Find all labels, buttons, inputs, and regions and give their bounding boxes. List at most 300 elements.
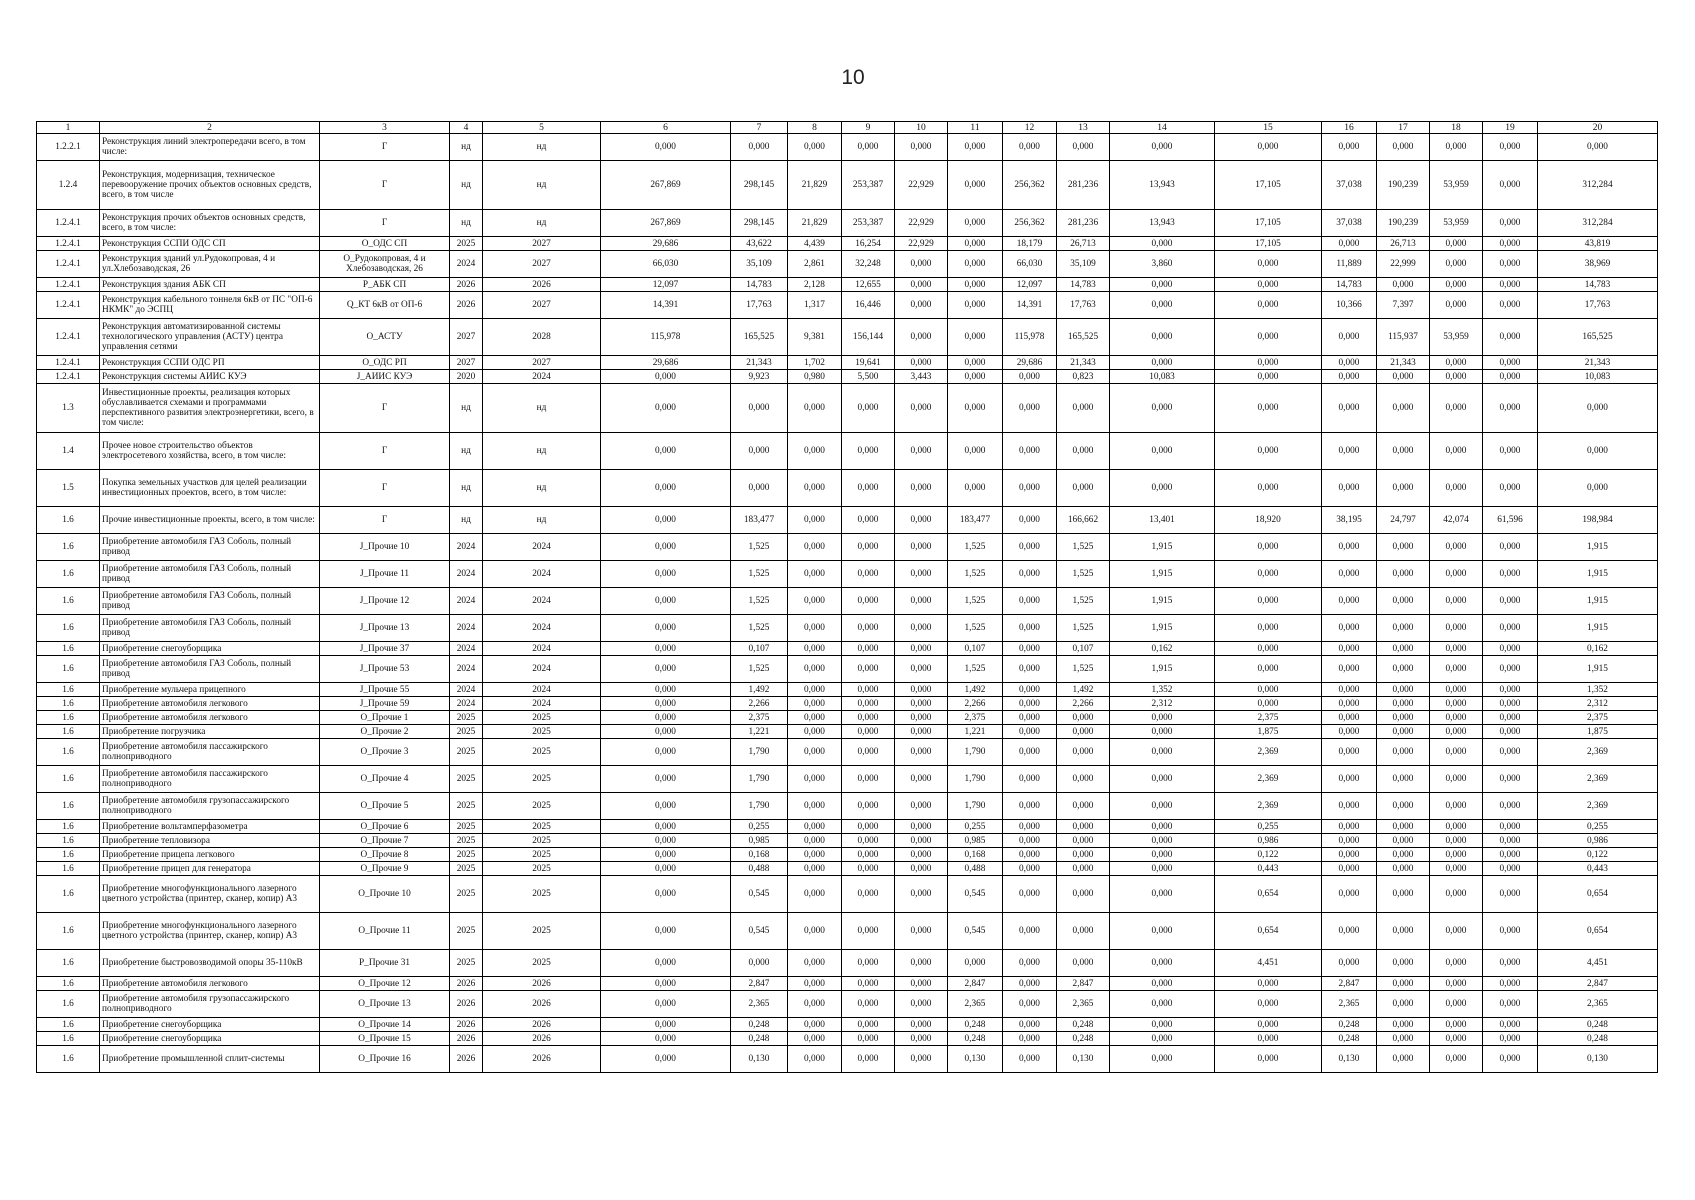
value-cell-col-9: 0,000 [842, 683, 895, 697]
page-number: 10 [841, 66, 865, 89]
value-cell-col-19: 0,000 [1483, 656, 1538, 683]
value-cell-col-14: 1,915 [1110, 534, 1215, 561]
value-cell-col-16: 0,000 [1322, 384, 1377, 433]
value-cell-col-18: 0,000 [1430, 950, 1483, 977]
value-cell-col-17: 190,239 [1377, 210, 1430, 237]
value-cell-col-8: 0,000 [788, 711, 842, 725]
start-year-cell: 2024 [450, 697, 483, 711]
value-cell-col-10: 0,000 [895, 278, 948, 292]
column-header-10: 10 [895, 122, 948, 134]
value-cell-col-7: 0,000 [731, 950, 788, 977]
value-cell-col-6: 0,000 [601, 561, 731, 588]
value-cell-col-20: 0,130 [1538, 1046, 1658, 1073]
row-name-cell: Прочее новое строительство объектов электросетевого хозяйства, всего, в том числе: [100, 433, 320, 470]
value-cell-col-9: 0,000 [842, 534, 895, 561]
value-cell-col-15: 0,000 [1215, 615, 1322, 642]
row-code-cell: 1.2.2.1 [37, 134, 100, 161]
column-header-7: 7 [731, 122, 788, 134]
value-cell-col-8: 2,861 [788, 251, 842, 278]
column-header-19: 19 [1483, 122, 1538, 134]
value-cell-col-15: 17,105 [1215, 161, 1322, 210]
table-row [37, 384, 1658, 433]
value-cell-col-8: 1,702 [788, 356, 842, 370]
value-cell-col-18: 0,000 [1430, 292, 1483, 319]
value-cell-col-6: 267,869 [601, 210, 731, 237]
value-cell-col-12: 12,097 [1003, 278, 1057, 292]
value-cell-col-18: 0,000 [1430, 977, 1483, 991]
project-id-cell: О_ОДС СП [320, 237, 450, 251]
value-cell-col-19: 0,000 [1483, 210, 1538, 237]
value-cell-col-19: 0,000 [1483, 991, 1538, 1018]
end-year-cell: 2028 [483, 319, 601, 356]
value-cell-col-18: 0,000 [1430, 470, 1483, 507]
row-name-cell: Приобретение автомобиля пассажирского полноприводного [100, 766, 320, 793]
value-cell-col-7: 0,168 [731, 848, 788, 862]
project-id-cell: J_АИИС КУЭ [320, 370, 450, 384]
start-year-cell: 2026 [450, 1046, 483, 1073]
end-year-cell: 2025 [483, 913, 601, 950]
value-cell-col-14: 0,000 [1110, 1032, 1215, 1046]
value-cell-col-8: 0,000 [788, 561, 842, 588]
value-cell-col-9: 0,000 [842, 711, 895, 725]
value-cell-col-14: 1,352 [1110, 683, 1215, 697]
value-cell-col-12: 0,000 [1003, 507, 1057, 534]
value-cell-col-19: 0,000 [1483, 862, 1538, 876]
value-cell-col-18: 0,000 [1430, 134, 1483, 161]
end-year-cell: 2025 [483, 862, 601, 876]
table-row [37, 834, 1658, 848]
value-cell-col-20: 2,369 [1538, 793, 1658, 820]
value-cell-col-13: 1,492 [1057, 683, 1110, 697]
value-cell-col-19: 0,000 [1483, 237, 1538, 251]
row-code-cell: 1.2.4.1 [37, 292, 100, 319]
value-cell-col-15: 0,000 [1215, 370, 1322, 384]
value-cell-col-15: 0,000 [1215, 588, 1322, 615]
value-cell-col-19: 0,000 [1483, 161, 1538, 210]
value-cell-col-17: 115,937 [1377, 319, 1430, 356]
value-cell-col-6: 0,000 [601, 711, 731, 725]
value-cell-col-10: 0,000 [895, 356, 948, 370]
table-row [37, 588, 1658, 615]
table-row [37, 683, 1658, 697]
row-name-cell: Приобретение многофункционального лазерного цветного устройства (принтер, сканер, копир) А3 [100, 913, 320, 950]
project-id-cell: О_Прочие 9 [320, 862, 450, 876]
project-id-cell: J_Прочие 53 [320, 656, 450, 683]
value-cell-col-8: 0,000 [788, 977, 842, 991]
end-year-cell: 2026 [483, 991, 601, 1018]
end-year-cell: нд [483, 210, 601, 237]
start-year-cell: 2025 [450, 793, 483, 820]
value-cell-col-12: 0,000 [1003, 725, 1057, 739]
table-row [37, 848, 1658, 862]
table-row [37, 697, 1658, 711]
value-cell-col-9: 0,000 [842, 725, 895, 739]
table-body [37, 134, 1658, 1073]
value-cell-col-16: 0,000 [1322, 820, 1377, 834]
value-cell-col-15: 0,000 [1215, 534, 1322, 561]
value-cell-col-16: 0,000 [1322, 237, 1377, 251]
project-id-cell: О_Прочие 6 [320, 820, 450, 834]
value-cell-col-14: 0,000 [1110, 711, 1215, 725]
end-year-cell: 2024 [483, 642, 601, 656]
project-id-cell: J_Прочие 59 [320, 697, 450, 711]
value-cell-col-20: 0,654 [1538, 913, 1658, 950]
project-id-cell: О_Прочие 14 [320, 1018, 450, 1032]
value-cell-col-18: 0,000 [1430, 991, 1483, 1018]
start-year-cell: 2024 [450, 588, 483, 615]
start-year-cell: 2020 [450, 370, 483, 384]
value-cell-col-12: 0,000 [1003, 766, 1057, 793]
value-cell-col-17: 22,999 [1377, 251, 1430, 278]
row-code-cell: 1.5 [37, 470, 100, 507]
value-cell-col-17: 0,000 [1377, 470, 1430, 507]
value-cell-col-13: 0,000 [1057, 711, 1110, 725]
value-cell-col-8: 0,000 [788, 862, 842, 876]
value-cell-col-11: 1,525 [948, 534, 1003, 561]
value-cell-col-7: 1,525 [731, 561, 788, 588]
row-code-cell: 1.6 [37, 642, 100, 656]
value-cell-col-7: 0,000 [731, 384, 788, 433]
end-year-cell: 2025 [483, 876, 601, 913]
project-id-cell: О_Прочие 4 [320, 766, 450, 793]
value-cell-col-19: 0,000 [1483, 319, 1538, 356]
value-cell-col-13: 35,109 [1057, 251, 1110, 278]
value-cell-col-7: 0,488 [731, 862, 788, 876]
value-cell-col-15: 0,000 [1215, 1032, 1322, 1046]
row-code-cell: 1.6 [37, 588, 100, 615]
row-name-cell: Приобретение тепловизора [100, 834, 320, 848]
investment-table-container [36, 121, 1658, 1073]
table-row [37, 210, 1658, 237]
value-cell-col-20: 312,284 [1538, 210, 1658, 237]
value-cell-col-10: 0,000 [895, 1032, 948, 1046]
value-cell-col-11: 0,130 [948, 1046, 1003, 1073]
value-cell-col-18: 0,000 [1430, 615, 1483, 642]
start-year-cell: 2025 [450, 820, 483, 834]
row-code-cell: 1.2.4.1 [37, 237, 100, 251]
end-year-cell: нд [483, 470, 601, 507]
project-id-cell: О_Прочие 11 [320, 913, 450, 950]
value-cell-col-7: 0,248 [731, 1032, 788, 1046]
value-cell-col-7: 1,790 [731, 739, 788, 766]
end-year-cell: 2024 [483, 656, 601, 683]
value-cell-col-12: 256,362 [1003, 210, 1057, 237]
start-year-cell: 2025 [450, 950, 483, 977]
value-cell-col-12: 0,000 [1003, 876, 1057, 913]
value-cell-col-11: 0,000 [948, 292, 1003, 319]
value-cell-col-15: 0,000 [1215, 1046, 1322, 1073]
value-cell-col-10: 0,000 [895, 534, 948, 561]
value-cell-col-13: 1,525 [1057, 534, 1110, 561]
row-code-cell: 1.6 [37, 862, 100, 876]
value-cell-col-8: 0,000 [788, 507, 842, 534]
value-cell-col-17: 0,000 [1377, 913, 1430, 950]
value-cell-col-20: 0,255 [1538, 820, 1658, 834]
value-cell-col-8: 1,317 [788, 292, 842, 319]
value-cell-col-11: 0,000 [948, 278, 1003, 292]
value-cell-col-12: 0,000 [1003, 588, 1057, 615]
value-cell-col-13: 166,662 [1057, 507, 1110, 534]
value-cell-col-16: 10,366 [1322, 292, 1377, 319]
value-cell-col-13: 281,236 [1057, 161, 1110, 210]
value-cell-col-9: 0,000 [842, 1018, 895, 1032]
value-cell-col-9: 0,000 [842, 848, 895, 862]
value-cell-col-18: 0,000 [1430, 251, 1483, 278]
value-cell-col-8: 0,000 [788, 470, 842, 507]
value-cell-col-6: 0,000 [601, 615, 731, 642]
value-cell-col-10: 0,000 [895, 977, 948, 991]
value-cell-col-16: 0,000 [1322, 356, 1377, 370]
value-cell-col-6: 0,000 [601, 683, 731, 697]
project-id-cell: Г [320, 384, 450, 433]
value-cell-col-13: 165,525 [1057, 319, 1110, 356]
end-year-cell: нд [483, 161, 601, 210]
value-cell-col-15: 0,255 [1215, 820, 1322, 834]
table-row [37, 950, 1658, 977]
table-row [37, 161, 1658, 210]
value-cell-col-20: 0,986 [1538, 834, 1658, 848]
value-cell-col-9: 0,000 [842, 470, 895, 507]
table-row [37, 534, 1658, 561]
value-cell-col-18: 0,000 [1430, 534, 1483, 561]
value-cell-col-10: 0,000 [895, 292, 948, 319]
value-cell-col-13: 0,000 [1057, 848, 1110, 862]
value-cell-col-10: 0,000 [895, 507, 948, 534]
value-cell-col-9: 16,254 [842, 237, 895, 251]
value-cell-col-10: 0,000 [895, 433, 948, 470]
value-cell-col-8: 4,439 [788, 237, 842, 251]
value-cell-col-9: 5,500 [842, 370, 895, 384]
value-cell-col-7: 0,000 [731, 433, 788, 470]
value-cell-col-20: 198,984 [1538, 507, 1658, 534]
value-cell-col-15: 0,000 [1215, 470, 1322, 507]
row-code-cell: 1.2.4.1 [37, 319, 100, 356]
value-cell-col-18: 0,000 [1430, 725, 1483, 739]
start-year-cell: 2024 [450, 683, 483, 697]
value-cell-col-15: 0,000 [1215, 134, 1322, 161]
value-cell-col-14: 0,000 [1110, 848, 1215, 862]
value-cell-col-15: 0,654 [1215, 913, 1322, 950]
value-cell-col-17: 0,000 [1377, 711, 1430, 725]
value-cell-col-20: 4,451 [1538, 950, 1658, 977]
value-cell-col-19: 0,000 [1483, 642, 1538, 656]
row-code-cell: 1.3 [37, 384, 100, 433]
value-cell-col-12: 0,000 [1003, 711, 1057, 725]
end-year-cell: 2027 [483, 356, 601, 370]
project-id-cell: О_Прочие 3 [320, 739, 450, 766]
value-cell-col-15: 0,000 [1215, 1018, 1322, 1032]
project-id-cell: J_Прочие 11 [320, 561, 450, 588]
value-cell-col-16: 37,038 [1322, 210, 1377, 237]
value-cell-col-8: 0,000 [788, 1032, 842, 1046]
value-cell-col-8: 0,000 [788, 588, 842, 615]
table-row [37, 278, 1658, 292]
column-header-17: 17 [1377, 122, 1430, 134]
row-code-cell: 1.6 [37, 561, 100, 588]
value-cell-col-16: 0,000 [1322, 534, 1377, 561]
value-cell-col-10: 0,000 [895, 848, 948, 862]
value-cell-col-8: 0,000 [788, 1018, 842, 1032]
value-cell-col-6: 0,000 [601, 950, 731, 977]
value-cell-col-7: 0,000 [731, 134, 788, 161]
value-cell-col-15: 0,443 [1215, 862, 1322, 876]
value-cell-col-14: 0,000 [1110, 793, 1215, 820]
value-cell-col-16: 0,000 [1322, 725, 1377, 739]
column-header-11: 11 [948, 122, 1003, 134]
row-name-cell: Приобретение снегоуборщика [100, 1032, 320, 1046]
value-cell-col-11: 0,000 [948, 134, 1003, 161]
value-cell-col-9: 0,000 [842, 642, 895, 656]
value-cell-col-12: 0,000 [1003, 950, 1057, 977]
value-cell-col-19: 0,000 [1483, 433, 1538, 470]
value-cell-col-7: 0,545 [731, 876, 788, 913]
value-cell-col-14: 0,000 [1110, 134, 1215, 161]
start-year-cell: 2026 [450, 278, 483, 292]
row-name-cell: Приобретение мульчера прицепного [100, 683, 320, 697]
value-cell-col-11: 1,525 [948, 561, 1003, 588]
row-code-cell: 1.2.4 [37, 161, 100, 210]
start-year-cell: нд [450, 470, 483, 507]
value-cell-col-15: 2,369 [1215, 766, 1322, 793]
row-code-cell: 1.6 [37, 739, 100, 766]
end-year-cell: нд [483, 384, 601, 433]
value-cell-col-16: 0,248 [1322, 1032, 1377, 1046]
value-cell-col-15: 18,920 [1215, 507, 1322, 534]
value-cell-col-6: 0,000 [601, 384, 731, 433]
value-cell-col-9: 16,446 [842, 292, 895, 319]
value-cell-col-14: 2,312 [1110, 697, 1215, 711]
value-cell-col-15: 0,000 [1215, 319, 1322, 356]
value-cell-col-11: 1,221 [948, 725, 1003, 739]
value-cell-col-11: 0,545 [948, 913, 1003, 950]
value-cell-col-15: 0,000 [1215, 384, 1322, 433]
value-cell-col-16: 2,365 [1322, 991, 1377, 1018]
value-cell-col-12: 0,000 [1003, 977, 1057, 991]
end-year-cell: 2024 [483, 697, 601, 711]
value-cell-col-20: 1,915 [1538, 561, 1658, 588]
row-code-cell: 1.2.4.1 [37, 356, 100, 370]
value-cell-col-12: 115,978 [1003, 319, 1057, 356]
value-cell-col-9: 0,000 [842, 793, 895, 820]
value-cell-col-6: 0,000 [601, 991, 731, 1018]
start-year-cell: 2025 [450, 834, 483, 848]
end-year-cell: 2025 [483, 834, 601, 848]
value-cell-col-10: 0,000 [895, 1018, 948, 1032]
value-cell-col-20: 1,915 [1538, 656, 1658, 683]
column-header-15: 15 [1215, 122, 1322, 134]
value-cell-col-10: 0,000 [895, 991, 948, 1018]
value-cell-col-17: 0,000 [1377, 725, 1430, 739]
value-cell-col-11: 1,492 [948, 683, 1003, 697]
start-year-cell: 2025 [450, 766, 483, 793]
project-id-cell: О_Рудокопровая, 4 и Хлебозаводская, 26 [320, 251, 450, 278]
value-cell-col-17: 0,000 [1377, 534, 1430, 561]
start-year-cell: 2024 [450, 251, 483, 278]
column-header-1: 1 [37, 122, 100, 134]
value-cell-col-7: 0,248 [731, 1018, 788, 1032]
value-cell-col-14: 0,000 [1110, 913, 1215, 950]
row-code-cell: 1.6 [37, 977, 100, 991]
value-cell-col-18: 0,000 [1430, 561, 1483, 588]
end-year-cell: 2026 [483, 1032, 601, 1046]
value-cell-col-10: 0,000 [895, 913, 948, 950]
row-name-cell: Реконструкция ССПИ ОДС РП [100, 356, 320, 370]
value-cell-col-6: 0,000 [601, 739, 731, 766]
value-cell-col-20: 0,162 [1538, 642, 1658, 656]
value-cell-col-17: 21,343 [1377, 356, 1430, 370]
value-cell-col-13: 21,343 [1057, 356, 1110, 370]
value-cell-col-12: 0,000 [1003, 913, 1057, 950]
value-cell-col-11: 2,365 [948, 991, 1003, 1018]
value-cell-col-13: 0,823 [1057, 370, 1110, 384]
value-cell-col-13: 1,525 [1057, 615, 1110, 642]
value-cell-col-17: 0,000 [1377, 384, 1430, 433]
value-cell-col-17: 0,000 [1377, 134, 1430, 161]
value-cell-col-15: 0,000 [1215, 642, 1322, 656]
value-cell-col-12: 0,000 [1003, 862, 1057, 876]
row-name-cell: Приобретение прицепа легкового [100, 848, 320, 862]
value-cell-col-14: 1,915 [1110, 656, 1215, 683]
value-cell-col-14: 0,000 [1110, 384, 1215, 433]
value-cell-col-20: 0,122 [1538, 848, 1658, 862]
value-cell-col-7: 17,763 [731, 292, 788, 319]
value-cell-col-6: 66,030 [601, 251, 731, 278]
value-cell-col-16: 0,248 [1322, 1018, 1377, 1032]
table-row [37, 656, 1658, 683]
value-cell-col-8: 0,000 [788, 913, 842, 950]
value-cell-col-18: 0,000 [1430, 848, 1483, 862]
value-cell-col-12: 0,000 [1003, 1032, 1057, 1046]
project-id-cell: О_Прочие 5 [320, 793, 450, 820]
value-cell-col-8: 0,000 [788, 725, 842, 739]
value-cell-col-13: 0,000 [1057, 725, 1110, 739]
table-row [37, 711, 1658, 725]
value-cell-col-19: 0,000 [1483, 370, 1538, 384]
value-cell-col-6: 12,097 [601, 278, 731, 292]
row-name-cell: Приобретение погрузчика [100, 725, 320, 739]
value-cell-col-14: 0,162 [1110, 642, 1215, 656]
value-cell-col-11: 0,985 [948, 834, 1003, 848]
value-cell-col-20: 165,525 [1538, 319, 1658, 356]
value-cell-col-8: 0,000 [788, 820, 842, 834]
value-cell-col-10: 22,929 [895, 210, 948, 237]
value-cell-col-11: 0,000 [948, 470, 1003, 507]
row-name-cell: Инвестиционные проекты, реализация которых обуславливается схемами и программами перспективного развития электроэнергетики, всего, в том числе: [100, 384, 320, 433]
start-year-cell: 2024 [450, 534, 483, 561]
end-year-cell: 2025 [483, 950, 601, 977]
value-cell-col-15: 0,654 [1215, 876, 1322, 913]
value-cell-col-19: 0,000 [1483, 470, 1538, 507]
value-cell-col-19: 0,000 [1483, 913, 1538, 950]
value-cell-col-7: 0,255 [731, 820, 788, 834]
value-cell-col-11: 0,000 [948, 251, 1003, 278]
value-cell-col-7: 0,985 [731, 834, 788, 848]
project-id-cell: J_Прочие 13 [320, 615, 450, 642]
table-header-row [37, 122, 1658, 134]
value-cell-col-12: 256,362 [1003, 161, 1057, 210]
value-cell-col-11: 0,545 [948, 876, 1003, 913]
row-code-cell: 1.6 [37, 793, 100, 820]
value-cell-col-12: 0,000 [1003, 561, 1057, 588]
value-cell-col-7: 1,525 [731, 615, 788, 642]
value-cell-col-14: 0,000 [1110, 950, 1215, 977]
row-code-cell: 1.6 [37, 725, 100, 739]
row-name-cell: Прочие инвестиционные проекты, всего, в том числе: [100, 507, 320, 534]
value-cell-col-19: 0,000 [1483, 711, 1538, 725]
value-cell-col-11: 1,790 [948, 766, 1003, 793]
end-year-cell: 2027 [483, 251, 601, 278]
value-cell-col-19: 0,000 [1483, 292, 1538, 319]
